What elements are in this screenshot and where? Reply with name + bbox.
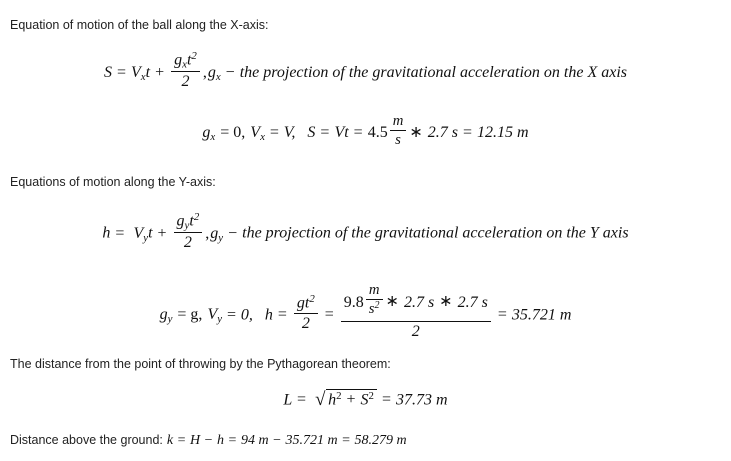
symbol-S: S	[103, 63, 112, 81]
x-axis-formula-description: the projection of the gravitational acceleration on the X axis	[239, 63, 628, 81]
x-axis-substitution	[0, 112, 731, 151]
symbol-S: S	[307, 123, 316, 141]
symbol-gy: $g_y$	[159, 306, 173, 326]
time-value: 2.7 s	[427, 123, 458, 141]
speed-value: 4.5	[367, 123, 388, 141]
fraction-gt2-over-2	[294, 293, 318, 334]
equals-sign: =	[381, 391, 391, 409]
x-axis-formula-expression	[103, 49, 628, 90]
fraction-numerator: $g_yt^2$	[176, 210, 200, 232]
equals-sign: =	[320, 123, 330, 141]
symbol-H: H	[190, 433, 201, 448]
radicand: $h^2 + S^2$	[326, 389, 377, 409]
symbol-Vx: $V_x$	[131, 63, 146, 83]
equals-sign: =	[297, 391, 307, 409]
equals-sign: =	[462, 123, 472, 141]
fraction-m-over-s: $\frac{m}{s}$	[390, 113, 407, 149]
ground-distance-line	[10, 431, 407, 449]
H-value: 94 m	[240, 433, 269, 448]
x-axis-heading: Equation of motion of the ball along the X-axis:	[10, 18, 269, 32]
fraction-denominator: 2	[341, 321, 491, 342]
symbol-t: t	[148, 224, 153, 242]
y-axis-heading: Equations of motion along the Y-axis:	[10, 175, 216, 189]
equals-sign: =	[115, 224, 125, 242]
comma: ,	[202, 63, 207, 81]
fraction-m-over-s2: $\frac{m}{s^2}$	[366, 282, 383, 318]
equals-sign: =	[497, 306, 507, 324]
fraction-gy-t2-over-2	[174, 211, 203, 253]
gx-value: = 0,	[220, 123, 246, 141]
comma: ,	[205, 224, 210, 242]
symbol-Vy: $V_y$	[133, 224, 149, 244]
pythagorean-heading: The distance from the point of throwing by the Pythagorean theorem:	[10, 357, 391, 371]
plus-sign: +	[157, 224, 167, 242]
equals-sign: =	[353, 123, 363, 141]
x-distance-result: 12.15 m	[477, 123, 529, 141]
dash: −	[225, 63, 235, 81]
symbol-gy: $g_y$	[210, 224, 224, 244]
y-axis-formula	[0, 210, 731, 255]
symbol-Vy: $V_y$	[207, 306, 223, 326]
ground-distance-label: Distance above the ground:	[10, 433, 163, 447]
equals-sign: =	[277, 306, 287, 324]
Vy-value: = 0,	[226, 306, 253, 324]
x-axis-formula	[0, 49, 731, 94]
pythagorean-formula	[0, 389, 731, 409]
symbol-k: k	[166, 433, 174, 448]
fraction-gx-t2-over-2	[171, 50, 200, 92]
symbol-gx: $g_x$	[207, 63, 221, 83]
fraction-denominator: 2	[294, 313, 318, 334]
dash: −	[228, 224, 238, 242]
unit-s-squared: $s^2$	[366, 299, 383, 318]
ground-distance-formula: k = H − h = 94 m − 35.721 m = 58.279 m	[166, 433, 407, 448]
square-root	[315, 389, 377, 409]
y-axis-substitution	[0, 282, 731, 344]
symbol-h: h	[264, 306, 273, 324]
Vx-value: = V,	[268, 123, 296, 141]
fraction-denominator: 2	[174, 232, 203, 253]
equals-sign: =	[116, 63, 127, 81]
symbol-h: h	[102, 224, 111, 242]
radical-icon: √	[315, 389, 326, 411]
equals-sign: =	[324, 306, 334, 324]
fraction-denominator: 2	[171, 71, 200, 92]
gy-value: = g,	[177, 306, 203, 324]
expression-Vt: Vt	[334, 123, 349, 141]
symbol-gx: $g_x$	[202, 123, 216, 143]
y-axis-formula-description: the projection of the gravitational acceleration on the Y axis	[242, 224, 629, 242]
ground-distance-result: 58.279 m	[354, 433, 407, 448]
y-height-result: 35.721 m	[511, 306, 572, 324]
fraction-numerator: $g_xt^2$	[174, 49, 197, 71]
fraction-numeric-expression	[341, 282, 491, 342]
symbol-L: L	[283, 391, 293, 409]
symbol-h: h	[217, 433, 225, 448]
fraction-numerator: $gt^2$	[296, 292, 315, 312]
fraction-numerator: 9.8 $\frac{m}{s^2}$ ∗ 2.7 s ∗ 2.7 s	[343, 282, 488, 318]
multiplication-sign: ∗	[409, 123, 423, 141]
total-distance-result: 37.73 m	[396, 391, 448, 409]
symbol-t: t	[145, 63, 151, 81]
symbol-Vx: $V_x$	[250, 123, 265, 143]
plus-sign: +	[155, 63, 165, 81]
h-value: 35.721 m	[285, 433, 338, 448]
